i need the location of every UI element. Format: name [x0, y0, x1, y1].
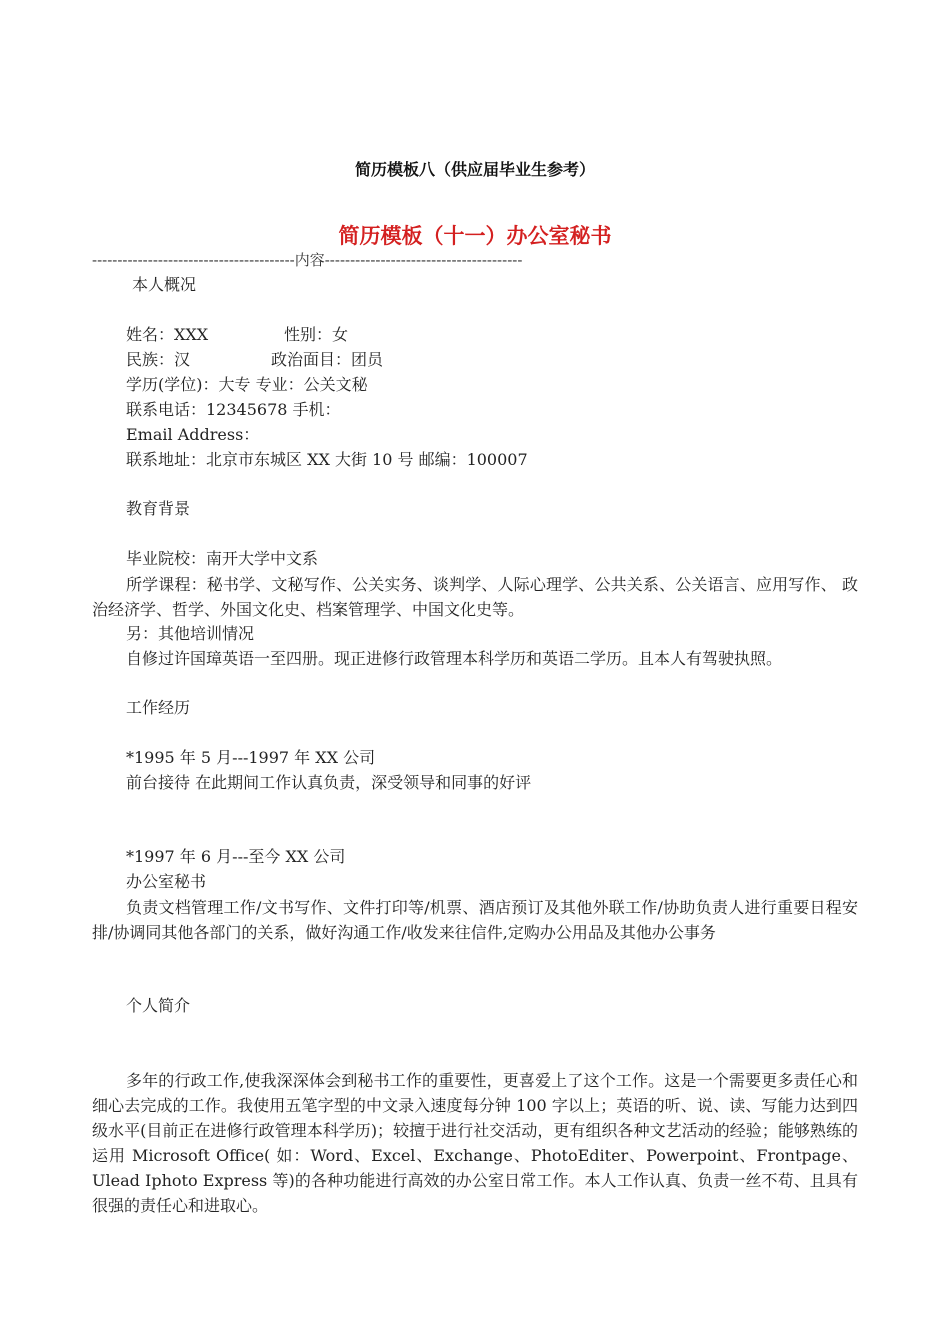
field-gender: 性别：女 — [284, 325, 349, 344]
section-heading-basic: 本人概况 — [132, 275, 197, 294]
field-phone: 联系电话：12345678 手机： — [126, 400, 341, 419]
document-top-title: 简历模板八（供应届毕业生参考） — [354, 160, 595, 179]
job1-description: 前台接待 在此期间工作认真负责，深受领导和同事的好评 — [126, 773, 532, 792]
field-political-status: 政治面目：团员 — [271, 350, 384, 369]
field-address: 联系地址：北京市东城区 XX 大街 10 号 邮编：100007 — [126, 450, 528, 469]
other-training-title: 另：其他培训情况 — [126, 624, 255, 643]
field-school: 毕业院校：南开大学中文系 — [126, 549, 319, 568]
profile-paragraph: 多年的行政工作,使我深深体会到秘书工作的重要性，更喜爱上了这个工作。这是一个需要更多责任心和细心去完成的工作。我使用五笔字型的中文录入速度每分钟 100 字以上；英语的听、说、读、写能力达到四级水平(目前正在进修行政管理本科学历)；较擅于进行社交活动，更有组织各种文艺活动的经验；能够熟练的运用 Microsoft Office( 如：Word、Excel、Exchange、PhotoEditer、Powerpoint、Frontpage、Ulead Iphoto Express 等)的各种功能进行高效的办公室日常工作。本人工作认真、负责一丝不苟、且具有很强的责任心和进取心。 — [92, 1071, 858, 1215]
section-heading-work: 工作经历 — [126, 698, 191, 717]
content-divider: ----------------------------------------内容--------------------------------------- — [92, 251, 523, 269]
job2-description: 负责文档管理工作/文书写作、文件打印等/机票、酒店预订及其他外联工作/协助负责人进行重要日程安排/协调同其他各部门的关系，做好沟通工作/收发来往信件,定购办公用品及其他办公事务 — [92, 898, 858, 942]
other-training-text: 自修过许国璋英语一至四册。现正进修行政管理本科学历和英语二学历。且本人有驾驶执照。 — [126, 649, 783, 668]
field-education: 学历(学位)：大专 专业：公关文秘 — [126, 375, 368, 394]
field-ethnicity: 民族：汉 — [126, 350, 191, 369]
job2-title: 办公室秘书 — [126, 872, 207, 891]
field-name: 姓名：XXX — [126, 325, 209, 344]
section-heading-profile: 个人简介 — [126, 996, 191, 1015]
job2-period: *1997 年 6 月---至今 XX 公司 — [126, 847, 346, 866]
courses-paragraph: 所学课程：秘书学、文秘写作、公关实务、谈判学、人际心理学、公共关系、公关语言、应用写作、 政治经济学、哲学、外国文化史、档案管理学、中国文化史等。 — [92, 575, 858, 619]
job1-period: *1995 年 5 月---1997 年 XX 公司 — [126, 748, 376, 767]
resume-main-title: 简历模板（十一）办公室秘书 — [338, 223, 612, 248]
section-heading-education: 教育背景 — [126, 499, 191, 518]
field-email: Email Address： — [126, 425, 260, 444]
